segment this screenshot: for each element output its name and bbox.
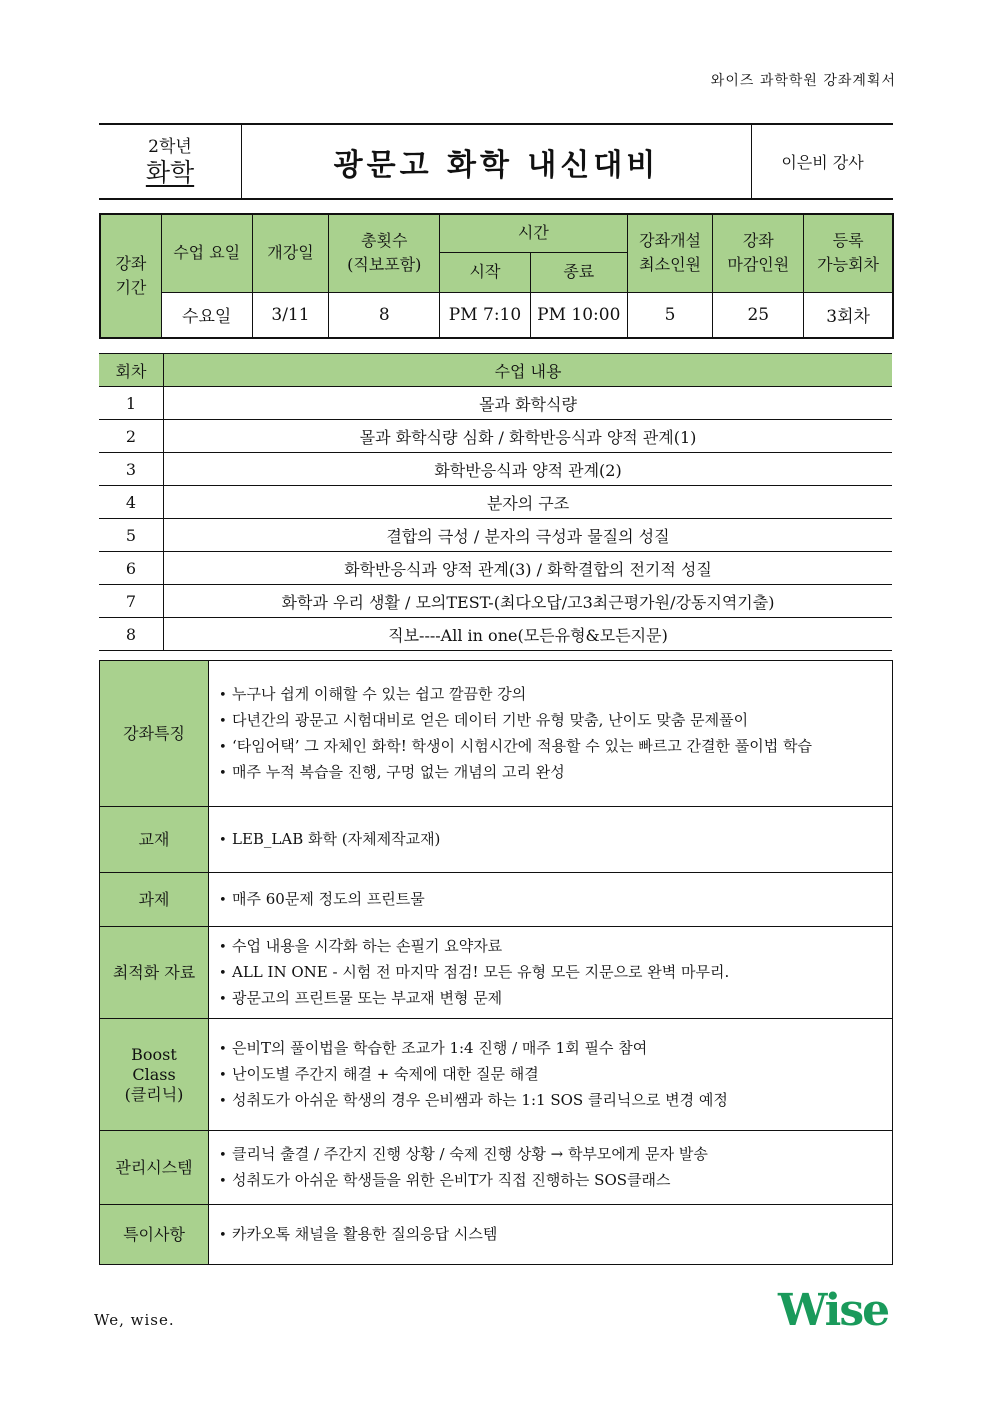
clinic-content (209, 1019, 893, 1131)
table-row (99, 486, 892, 519)
table-row (99, 453, 892, 486)
list-item: • ‘타임어택’ 그 자체인 화학! 학생이 시험시간에 적용할 수 있는 빠르고 간결한 풀이법 학습 (219, 734, 892, 760)
list-item: • 수업 내용을 시각화 하는 손필기 요약자료 (219, 934, 892, 960)
session-number: 6 (99, 552, 164, 585)
max-students-value: 25 (713, 292, 804, 338)
materials-label: 최적화 자료 (100, 927, 209, 1019)
textbook-label: 교재 (100, 807, 209, 873)
session-content: 몰과 화학식량 (164, 387, 893, 420)
session-content: 화학반응식과 양적 관계(2) (164, 453, 893, 486)
course-title: 광문고 화학 내신대비 (333, 147, 660, 183)
session-content: 몰과 화학식량 심화 / 화학반응식과 양적 관계(1) (164, 420, 893, 453)
session-number: 7 (99, 585, 164, 618)
table-row (99, 420, 892, 453)
management-content (209, 1131, 893, 1205)
session-content: 결합의 극성 / 분자의 극성과 물질의 성질 (164, 519, 893, 552)
feature-content (209, 661, 893, 807)
max-students-header: 강좌 마감인원 (713, 214, 804, 292)
session-content: 화학반응식과 양적 관계(3) / 화학결합의 전기적 성질 (164, 552, 893, 585)
session-number: 2 (99, 420, 164, 453)
course-info-table (99, 213, 894, 339)
schedule-table (99, 353, 892, 651)
list-item: • 성취도가 아쉬운 학생들을 위한 은비T가 직접 진행하는 SOS클래스 (219, 1168, 892, 1194)
list-item: • 매주 누적 복습을 진행, 구멍 없는 개념의 고리 완성 (219, 760, 892, 786)
min-students-header: 강좌개설 최소인원 (627, 214, 713, 292)
time-header: 시간 (440, 214, 628, 252)
notes-content (209, 1205, 893, 1265)
session-number: 3 (99, 453, 164, 486)
subject-label: 화학 (145, 157, 195, 187)
list-item: • 난이도별 주간지 해결 + 숙제에 대한 질문 해결 (219, 1062, 892, 1088)
total-sessions-value: 8 (329, 292, 440, 338)
list-item: • 클리닉 출결 / 주간지 진행 상황 / 숙제 진행 상황 → 학부모에게 문자 발송 (219, 1142, 892, 1168)
table-row (99, 519, 892, 552)
title-table (99, 123, 893, 200)
session-content: 화학과 우리 생활 / 모의TEST-(최다오답/고3최근평가원/강동지역기출) (164, 585, 893, 618)
period-label: 강좌 기간 (100, 214, 161, 338)
notes-label: 특이사항 (100, 1205, 209, 1265)
time-end-header: 종료 (530, 252, 627, 292)
table-row (99, 387, 892, 420)
course-features-table (99, 660, 893, 1265)
time-start-header: 시작 (440, 252, 531, 292)
clinic-label: Boost Class (클리닉) (100, 1019, 209, 1131)
table-row (99, 618, 892, 651)
homework-content (209, 873, 893, 927)
registration-value: 3회차 (804, 292, 893, 338)
time-end-value: PM 10:00 (530, 292, 627, 338)
session-number: 5 (99, 519, 164, 552)
course-title-cell (242, 124, 752, 199)
document-header-note: 와이즈 과학학원 강좌계획서 (710, 73, 896, 89)
total-sessions-header: 총횟수 (직보포함) (329, 214, 440, 292)
management-label: 관리시스템 (100, 1131, 209, 1205)
homework-label: 과제 (100, 873, 209, 927)
grade-label: 2학년 (148, 136, 192, 157)
textbook-content (209, 807, 893, 873)
teacher-cell (752, 124, 894, 199)
session-column-header: 회차 (99, 354, 164, 387)
session-number: 4 (99, 486, 164, 519)
session-content: 분자의 구조 (164, 486, 893, 519)
session-content: 직보----All in one(모든유형&모든지문) (164, 618, 893, 651)
content-column-header: 수업 내용 (164, 354, 893, 387)
footer-tagline: We, wise. (94, 1311, 175, 1329)
day-value: 수요일 (161, 292, 252, 338)
registration-header: 등록 가능회차 (804, 214, 893, 292)
teacher-name: 이은비 강사 (781, 153, 864, 172)
list-item: • 누구나 쉽게 이해할 수 있는 쉽고 깔끔한 강의 (219, 682, 892, 708)
table-row (99, 552, 892, 585)
day-header: 수업 요일 (161, 214, 252, 292)
min-students-value: 5 (627, 292, 713, 338)
list-item: • 광문고의 프린트물 또는 부교재 변형 문제 (219, 986, 892, 1012)
session-number: 8 (99, 618, 164, 651)
materials-content (209, 927, 893, 1019)
list-item: • 매주 60문제 정도의 프린트물 (219, 887, 892, 913)
list-item: • 은비T의 풀이법을 학습한 조교가 1:4 진행 / 매주 1회 필수 참여 (219, 1036, 892, 1062)
list-item: • ALL IN ONE - 시험 전 마지막 점검! 모든 유형 모든 지문으로 완벽 마무리. (219, 960, 892, 986)
list-item: • 다년간의 광문고 시험대비로 얻은 데이터 기반 유형 맞춤, 난이도 맞춤 문제풀이 (219, 708, 892, 734)
grade-subject-cell (99, 124, 242, 199)
list-item: • 카카오톡 채널을 활용한 질의응답 시스템 (219, 1222, 892, 1248)
start-date-value: 3/11 (252, 292, 329, 338)
wise-logo: Wise (778, 1285, 889, 1336)
session-number: 1 (99, 387, 164, 420)
start-date-header: 개강일 (252, 214, 329, 292)
list-item: • 성취도가 아쉬운 학생의 경우 은비쌤과 하는 1:1 SOS 클리닉으로 변경 예정 (219, 1088, 892, 1114)
table-row (99, 585, 892, 618)
list-item: • LEB_LAB 화학 (자체제작교재) (219, 827, 892, 853)
time-start-value: PM 7:10 (440, 292, 531, 338)
feature-label: 강좌특징 (100, 661, 209, 807)
